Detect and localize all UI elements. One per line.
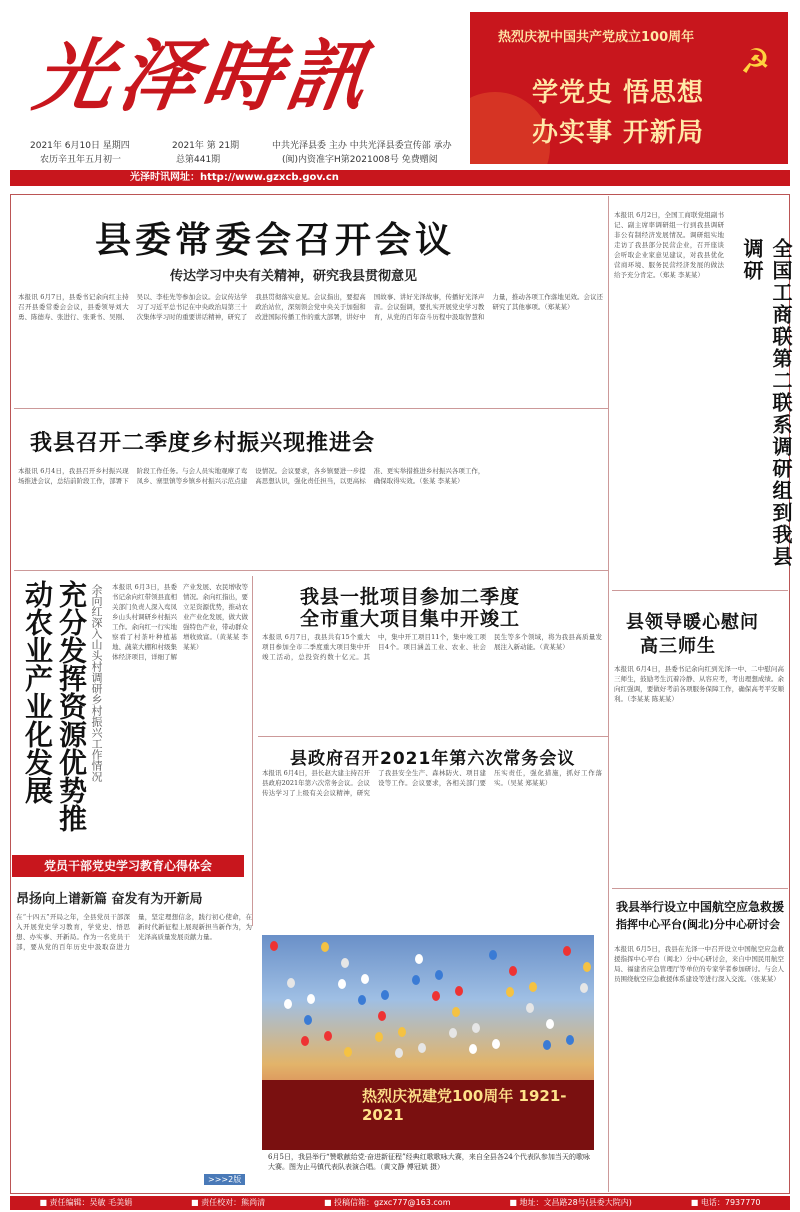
sidebar-title: 昂扬向上谱新篇 奋发有为开新局 (16, 892, 203, 907)
divider (258, 736, 608, 737)
a2-headline: 我县召开二季度乡村振兴现推进会 (30, 431, 376, 456)
total-issue: 总第441期 (176, 155, 221, 165)
balloon-decoration (395, 1048, 403, 1058)
banner-line3: 办实事 开新局 (532, 118, 705, 148)
banner-line2: 学党史 悟思想 (532, 78, 705, 108)
balloon-decoration (566, 1035, 574, 1045)
divider (612, 888, 788, 889)
footer-phone: ■ 电话：7937770 (690, 1198, 761, 1207)
sidebar-banner: 党员干部党史学习教育心得体会 (12, 855, 244, 877)
footer-editor: ■ 责任编辑：吴敏 毛美娟 (39, 1198, 133, 1207)
balloon-decoration (378, 1011, 386, 1021)
a4-headline-2: 全市重大项目集中开竣工 (300, 608, 521, 630)
balloon-decoration (529, 982, 537, 992)
footer-email[interactable]: ■ 投稿信箱：gzxc777@163.com (323, 1198, 451, 1207)
a6-body: 本报讯 6月2日，全国工商联党组副书记、副主席率调研组一行到我县调研非公有制经济发展情况。调研组实地走访了我县部分民营企业，召开座谈会听取企业家意见建议，对我县优化营商环境、服务民营经济发展的做法给予充分肯定。（郑某 李某某） (614, 211, 724, 279)
balloon-decoration (583, 962, 591, 972)
balloon-decoration (469, 1044, 477, 1054)
balloon-decoration (563, 946, 571, 956)
a7-headline-2: 高三师生 (640, 636, 716, 657)
balloon-decoration (284, 999, 292, 1009)
a1-body: 本报讯 6月7日，县委书记余向红主持召开县委常委会会议，县委领导刘大勇、陈德寿、张进行、张秉书、吴刚、吴以、李桂先等参加会议。会议传达学习了习近平总书记在中央政治局第三十次集体学习时的重要讲话精神，研究了我县贯彻落实意见。会议指出，要提高政治站位，深刻领会党中央关于加强和改进国际传播工作的重大部署，讲好中国故事、讲好光泽故事，传播好光泽声音。会议强调，要扎实开展党史学习教育，从党的百年奋斗历程中汲取智慧和力量，推动各项工作落地见效。会议还研究了其他事项。（郑某某） (18, 293, 603, 321)
masthead (0, 0, 800, 175)
a5-body: 本报讯 6月4日，县长赵大建主持召开县政府2021年第六次常务会议。会议传达学习了上级有关会议精神，研究了我县安全生产、森林防火、项目建设等工作。会议要求，各相关部门要压实责任，强化措施，抓好工作落实。（吴某 郑某某） (262, 769, 602, 797)
newspaper-logo: 光泽時訊 (28, 31, 378, 122)
balloon-decoration (449, 1028, 457, 1038)
divider (14, 570, 608, 571)
balloon-decoration (321, 942, 329, 952)
lunar-date: 农历辛丑年五月初一 (40, 155, 122, 165)
a3-title-line1: 推动农业产业化发展 (21, 580, 88, 832)
balloon-decoration (543, 1040, 551, 1050)
balloon-decoration (301, 1036, 309, 1046)
balloon-decoration (580, 983, 588, 993)
continue-link[interactable]: >>>2版 (204, 1174, 245, 1185)
balloon-decoration (489, 950, 497, 960)
footer-bar (10, 1196, 790, 1210)
pub-date: 2021年 6月10日 星期四 (30, 141, 130, 151)
balloon-decoration (412, 975, 420, 985)
balloon-decoration (472, 1023, 480, 1033)
balloon-decoration (415, 954, 423, 964)
sidebar-body: 在“十四五”开局之年，全县党员干部深入开展党史学习教育，学党史、悟思想、办实事、开新局。作为一名党员干部，要从党的百年历史中汲取奋进力量，坚定理想信念，践行初心使命，在新时代新征程上展现新担当新作为，为光泽高质量发展贡献力量。 (16, 913, 252, 951)
a2-body: 本报讯 6月4日，我县召开乡村振兴现场推进会议，总结前阶段工作，部署下阶段工作任务。与会人员实地观摩了鸾凤乡、寨里镇等乡镇乡村振兴示范点建设情况。会议要求，各乡镇要进一步提高思想认识，强化责任担当，以更高标准、更实举措推进乡村振兴各项工作，确保取得实效。（张某 李某某） (18, 467, 485, 485)
a3-headline (20, 580, 88, 850)
balloon-decoration (375, 1032, 383, 1042)
divider (612, 590, 788, 591)
issue-number: 2021年 第 21期 (172, 141, 240, 151)
balloon-decoration (358, 995, 366, 1005)
a8-body: 本报讯 6月5日，我县在光泽一中召开设立中国航空应急救援指挥中心平台（闽北）分中心研讨会，来自中国民用航空局、福建省应急管理厅等单位的专家学者参加研讨。与会人员围绕航空应急救援体系建设等进行深入交流。（张某某） (614, 945, 784, 983)
url-bar[interactable]: 光泽时讯网址：http://www.gzxcb.gov.cn (10, 170, 790, 186)
balloon-decoration (432, 991, 440, 1001)
centenary-banner (470, 12, 788, 164)
balloon-decoration (452, 1007, 460, 1017)
host-info: 中共光泽县委 主办 中共光泽县委宣传部 承办 (272, 141, 452, 151)
a1-subhead: 传达学习中央有关精神，研究我县贯彻意见 (170, 269, 418, 284)
a3-subhead: 余向红深入山头村调研乡村振兴工作情况 (90, 584, 103, 782)
balloon-decoration (381, 990, 389, 1000)
balloon-decoration (344, 1047, 352, 1057)
a7-headline-1: 县领导暖心慰问 (626, 612, 759, 633)
balloon-decoration (341, 958, 349, 968)
balloon-decoration (338, 979, 346, 989)
balloon-decoration (435, 970, 443, 980)
party-emblem-icon: ☭ (740, 42, 771, 82)
balloon-decoration (270, 941, 278, 951)
footer-address: ■ 地址：文昌路28号(县委大院内) (509, 1198, 632, 1207)
balloon-decoration (455, 986, 463, 996)
balloon-decoration (324, 1031, 332, 1041)
concert-photo (262, 935, 594, 1150)
photo-caption: 6月5日，我县举行“赞歌献给党·奋进新征程”经典红歌歌咏大赛，来自全县各24个代表队参加当天的歌咏大赛。图为止马镇代表队表演合唱。（黄文静 傅冠斌 摄） (268, 1153, 590, 1171)
balloon-decoration (506, 987, 514, 997)
divider (252, 576, 253, 926)
banner-line1: 热烈庆祝中国共产党成立100周年 (498, 30, 695, 45)
a8-headline-2: 指挥中心平台(闽北)分中心研讨会 (616, 918, 781, 931)
a5-headline: 县政府召开2021年第六次常务会议 (290, 749, 576, 769)
balloon-decoration (398, 1027, 406, 1037)
photo-backdrop-text: 热烈庆祝建党100周年 1921-2021 (362, 1087, 567, 1124)
divider (608, 196, 609, 1192)
a6-headline: 全国工商联第二联系调研组到我县调研 (740, 238, 793, 568)
footer-proof: ■ 责任校对：熊尚清 (190, 1198, 266, 1207)
balloon-decoration (546, 1019, 554, 1029)
balloon-decoration (418, 1043, 426, 1053)
balloon-decoration (361, 974, 369, 984)
a3-body: 本报讯 6月3日，县委书记余向红带领县直相关部门负责人深入鸾凤乡山头村调研乡村振兴工作。余向红一行实地察看了村茶叶种植基地、蔬菜大棚和村级集体经济项目，详细了解产业发展、农民增收等情况。余向红指出，要立足资源优势，推动农业产业化发展，做大做强特色产业，带动群众增收致富。（黄某某 李某某） (112, 583, 248, 661)
a3-title-line2: 充分发挥资源优势 (55, 580, 88, 804)
balloon-decoration (287, 978, 295, 988)
permit-info: (闽)内资准字H第2021008号 免费赠阅 (282, 155, 438, 165)
balloon-decoration (492, 1039, 500, 1049)
a1-headline: 县委常委会召开会议 (95, 220, 456, 261)
a4-headline-1: 我县一批项目参加二季度 (300, 586, 521, 608)
a7-body: 本报讯 6月4日，县委书记余向红到光泽一中、二中慰问高三师生，鼓励考生沉着冷静、从容应考，考出理想成绩。余向红强调，要做好考前各项服务保障工作，确保高考平安顺利。（李某某 陈某某） (614, 665, 784, 703)
balloon-decoration (526, 1003, 534, 1013)
balloon-decoration (304, 1015, 312, 1025)
a8-headline-1: 我县举行设立中国航空应急救援 (616, 900, 785, 914)
divider (14, 408, 608, 409)
balloon-decoration (509, 966, 517, 976)
a4-body: 本报讯 6月7日，我县共有15个重大项目参加全市二季度重大项目集中开竣工活动，总投资约数十亿元。其中，集中开工项目11个，集中竣工项目4个。项目涵盖工业、农业、社会民生等多个领域，将为我县高质量发展注入新动能。（黄某某） (262, 633, 602, 661)
balloon-decoration (307, 994, 315, 1004)
